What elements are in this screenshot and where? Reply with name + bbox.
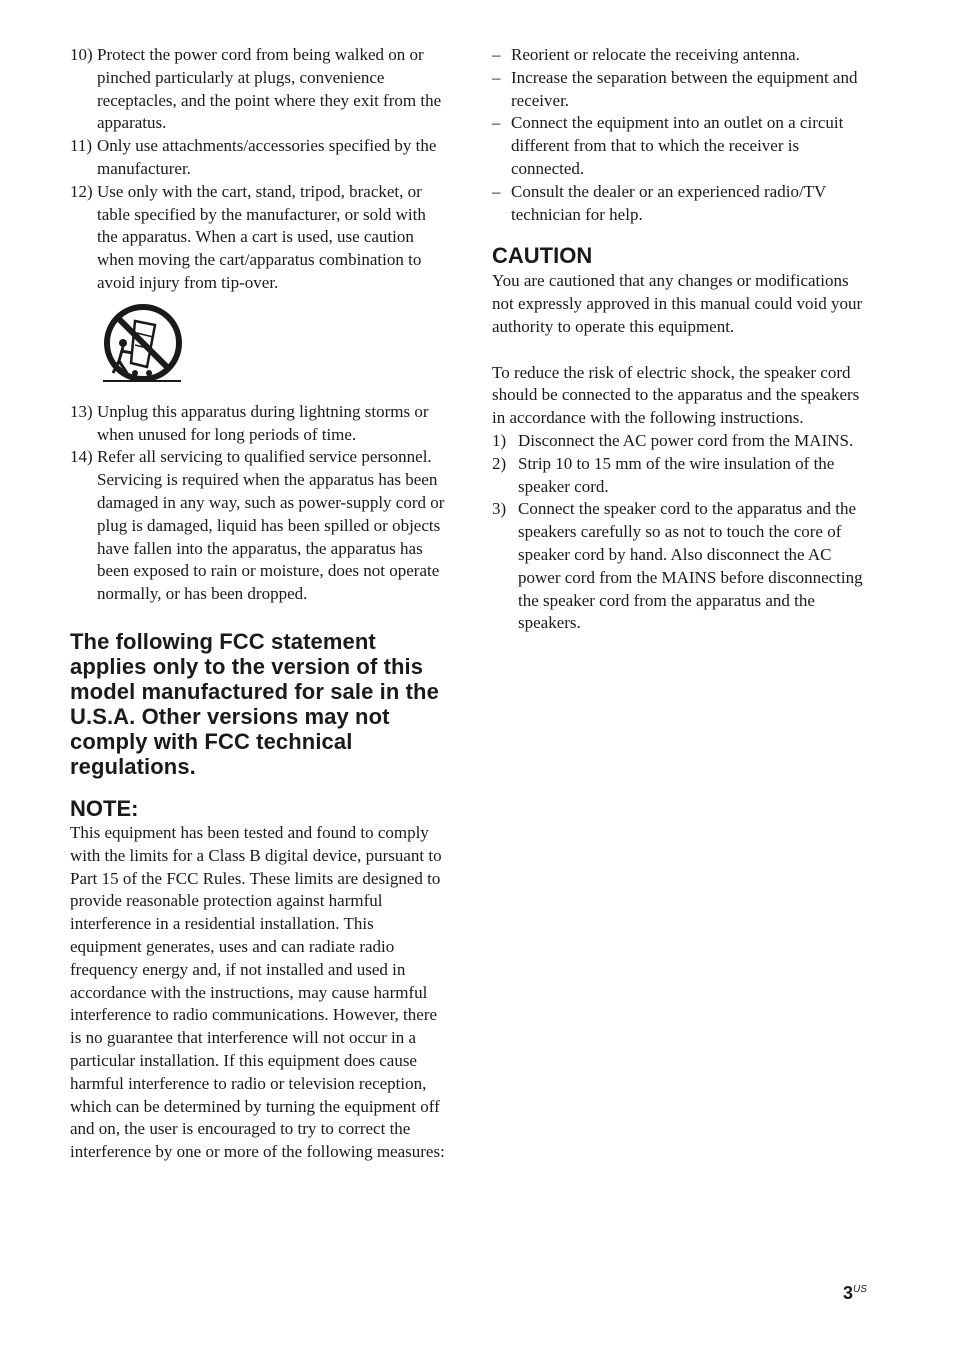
step-text: Disconnect the AC power cord from the MAINS. [518,430,854,450]
bullet-dash: – [492,181,501,201]
measure-text: Reorient or relocate the receiving antenna. [511,45,800,64]
step-number: 1) [492,430,507,450]
left-column [70,44,448,1164]
note-paragraph: This equipment has been tested and found to comply with the limits for a Class B digital device, pursuant to Part 15 of the FCC Rules. These limits are designed to provide reasonable protection against harmful interference in a residential installation. This equipment generates, uses and can radiate radio frequency energy and, if not installed and used in accordance with the instructions, may cause harmful interference to radio communications. However, there is no guarantee that interference will not occur in a particular installation. If this equipment does cause harmful interference to radio or television reception, which can be determined by turning the equipment off and on, the user is encouraged to try to correct the interference by one or more of the following measures: [70,822,445,1162]
list-item [492,430,870,453]
list-item [492,181,870,227]
list-item [492,498,870,635]
list-item [70,446,448,606]
page-number-value: 3 [843,1283,854,1303]
list-item [70,44,448,135]
right-column [492,44,870,635]
item-number: 11) [70,136,93,156]
item-text: Use only with the cart, stand, tripod, bracket, or table specified by the manufacturer, or sold with the apparatus. When a cart is used, use caution when moving the cart/apparatus combination to avoid injury from tip-over. [97,181,426,292]
item-number: 13) [70,401,93,421]
list-item [70,401,448,447]
bullet-dash: – [492,67,501,87]
bullet-dash: – [492,45,501,64]
item-number: 14) [70,447,93,467]
note-heading: NOTE: [70,795,139,821]
item-text: Only use attachments/accessories specified by the manufacturer. [97,136,437,178]
step-text: Strip 10 to 15 mm of the wire insulation of the speaker cord. [518,453,835,496]
caution-heading: CAUTION [492,243,593,269]
list-item [492,44,870,67]
list-item [70,135,448,181]
measure-text: Increase the separation between the equipment and receiver. [511,67,858,110]
list-item [492,453,870,499]
item-number: 12) [70,181,93,201]
caution-paragraph: You are cautioned that any changes or modifications not expressly approved in this manual could void your authority to operate this equipment. [492,271,863,336]
item-text: Protect the power cord from being walked on or pinched particularly at plugs, convenience receptacles, and the point where they exit from the apparatus. [97,45,442,133]
item-number: 10) [70,45,93,64]
item-text: Unplug this apparatus during lightning storms or when unused for long periods of time. [97,401,429,444]
cart-warning-figure [70,295,448,401]
bullet-dash: – [492,113,501,133]
fcc-heading: The following FCC statement applies only to the version of this model manufactured for sale in the U.S.A. Other versions may not comply with FCC technical regulations. [70,628,439,779]
measure-text: Connect the equipment into an outlet on a circuit different from that to which the receiver is connected. [511,113,844,178]
speaker-intro-paragraph: To reduce the risk of electric shock, the speaker cord should be connected to the apparatus and the speakers in accordance with the following instructions. [492,362,860,428]
step-number: 3) [492,499,507,519]
page-number-suffix: US [853,1284,867,1295]
item-text: Refer all servicing to qualified service personnel. Servicing is required when the apparatus has been damaged in any way, such as power-supply cord or plug is damaged, liquid has been spilled or objects have fallen into the apparatus, the apparatus has been exposed to rain or moisture, does not operate normally, or has been dropped. [97,447,445,604]
step-text: Connect the speaker cord to the apparatus and the speakers carefully so as not to touch the core of speaker cord by hand. Also disconnect the AC power cord from the MAINS before disconnecting the speaker cord from the apparatus and the speakers. [518,499,863,633]
cart-tip-over-warning-icon [101,303,185,387]
paragraph-spacer [492,339,870,362]
list-item [492,112,870,180]
step-number: 2) [492,453,507,473]
list-item [70,181,448,295]
measure-text: Consult the dealer or an experienced radio/TV technician for help. [511,181,827,224]
page-number [843,1282,867,1304]
list-item [492,67,870,113]
